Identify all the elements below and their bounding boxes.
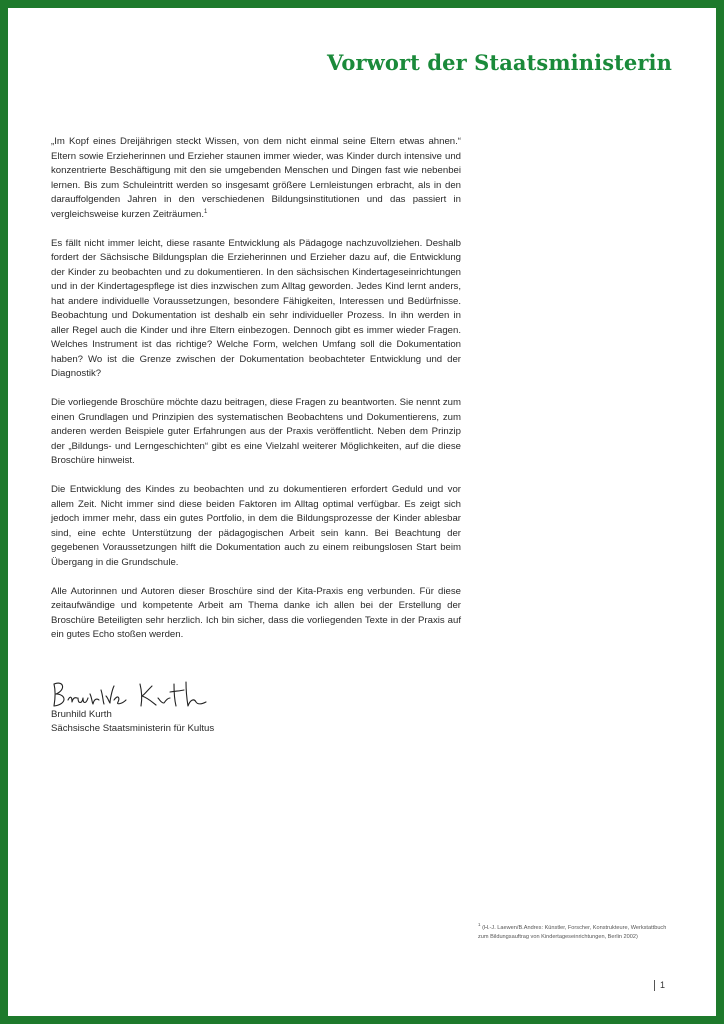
paragraph-5: Alle Autorinnen und Autoren dieser Broschüre sind der Kita-Praxis eng verbunden. Für diese zeitaufwändige und kompetente Arbeit am Thema danke ich allen bei der Erstellung der Broschüre Beteiligten sehr herzlich. Ich bin sicher, dass die vorliegenden Texte in der Praxis auf ein gutes Echo stoßen werden.	[51, 585, 461, 640]
paragraph-1-text: „Im Kopf eines Dreijährigen steckt Wissen, von dem nicht einmal seine Eltern etwas ahnen.“ Eltern sowie Erzieherinnen und Erzieher staunen immer wieder, was Kinder durch intensive und konzentrierte Beschäftigung mit den sie umgebenden Menschen und Dingen fast wie nebenbei lernen. Bis zum Schuleintritt werden so insgesamt größere Lernleistungen erbracht, als in den darauffolgenden Jahren in den verschiedenen Bildungsinstitutionen und das passiert in vergleichsweise kurzen Zeiträumen.	[51, 136, 461, 220]
paragraph-3: Die vorliegende Broschüre möchte dazu beitragen, diese Fragen zu beantworten. Sie nennt zum einen Grundlagen und Prinzipien des systematischen Beobachtens und Dokumentierens, zum anderen werden Beispiele guter Erfahrungen aus der Praxis veröffentlicht. Neben dem Prinzip der „Bildungs- und Lerngeschichten“ gibt es eine Vielzahl weiterer Möglichkeiten, auf die diese Broschüre hinweist.	[51, 397, 461, 466]
footnote	[478, 924, 674, 941]
document-page	[8, 8, 716, 1016]
signatory-name: Brunhild Kurth	[51, 709, 112, 720]
handwritten-signature	[48, 676, 208, 712]
signatory-role: Sächsische Staatsministerin für Kultus	[51, 723, 215, 734]
paragraph-4: Die Entwicklung des Kindes zu beobachten und zu dokumentieren erfordert Geduld und vor allem Zeit. Nicht immer sind diese beiden Faktoren im Alltag optimal verfügbar. Es zeigt sich jedoch immer mehr, dass ein gutes Portfolio, in dem die Bildungsprozesse der Kinder ablesbar sind, eine echte Unterstützung der pädagogischen Arbeit sein kann. Bei Beachtung der gegebenen Voraussetzungen hilft die Dokumentation auch zu einem reibungslosen Start beim Übergang in die Grundschule.	[51, 484, 461, 568]
footnote-number: 1	[478, 922, 481, 928]
signature-drawing	[48, 676, 208, 712]
page-number: 1	[660, 980, 666, 990]
footnote-marker: 1	[204, 208, 208, 215]
footnote-text: (H.-J. Laewen/B.Andres: Künstler, Forscher, Konstrukteure, Werkstattbuch zum Bildungsauftrag von Kindertageseinrichtungen, Berlin 2002)	[478, 925, 667, 940]
body-text	[51, 135, 461, 657]
paragraph-2: Es fällt nicht immer leicht, diese rasante Entwicklung als Pädagoge nachzuvollziehen. Deshalb fordert der Sächsische Bildungsplan die Erzieherinnen und Erzieher dazu auf, die Entwicklung der Kinder zu beobachten und zu dokumentieren. In den sächsischen Kindertageseinrichtungen und in der Kindertagespflege ist dies inzwischen zum Alltag geworden. Jedes Kind lernt anders, hat andere individuelle Voraussetzungen, besondere Fähigkeiten, Interessen und Bedürfnisse. Beobachtung und Dokumentation ist deshalb ein sehr individueller Prozess. In ihn werden in aller Regel auch die Kinder und ihre Eltern einbezogen. Dennoch gibt es immer wieder Fragen. Welches Instrument ist das richtige? Welche Form, welchen Umfang soll die Dokumentation haben? Wo ist die Grenze zwischen der Dokumentation beobachteter Entwicklung und der Diagnostik?	[51, 237, 461, 379]
paragraph-1	[51, 135, 461, 222]
page-title: Vorwort der Staatsministerin	[326, 50, 672, 75]
page-number-divider	[654, 980, 655, 991]
